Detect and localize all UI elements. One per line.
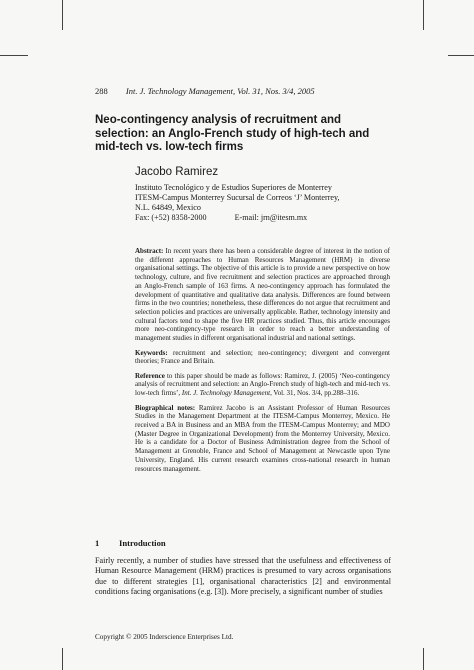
crop-mark-top-left-h	[0, 55, 28, 56]
fax-number: Fax: (+52) 8358-2000	[135, 213, 207, 223]
running-header	[95, 86, 315, 96]
crop-mark-top-right-h	[448, 55, 474, 56]
affiliation-line-1: Instituto Tecnológico y de Estudios Superiores de Monterrey	[135, 183, 332, 192]
keywords-text: recruitment and selection; neo-contingency; divergent and convergent theories; France and Britain.	[135, 348, 391, 366]
intro-paragraph: Fairly recently, a number of studies have stressed that the usefulness and effectiveness of Human Resource Management (HRM) practices is presumed to vary across organisations due to different strategies [1], organisational characteristics [2] and environmental conditions facing organisations (e.g. [3]). More precisely, a significant number of studies	[95, 556, 391, 596]
journal-citation: Int. J. Technology Management, Vol. 31, Nos. 3/4, 2005	[125, 86, 315, 96]
affiliation-line-2: ITESM-Campus Monterrey Sucursal de Correos ‘J’ Monterrey,	[135, 193, 340, 203]
reference-volume: , Vol. 31, Nos. 3/4, pp.288–316.	[270, 389, 360, 398]
author-affiliation	[135, 183, 390, 223]
reference-journal: Int. J. Technology Management	[181, 389, 271, 398]
section-title: Introduction	[119, 538, 166, 548]
section-heading	[95, 538, 166, 548]
keywords-block	[135, 349, 390, 366]
crop-mark-bottom-right-v	[423, 648, 424, 670]
article-title: Neo-contingency analysis of recruitment and selection: an Anglo-French study of high-tech and mid-tech vs. low-tech firms	[95, 114, 370, 153]
front-matter-blocks	[135, 247, 390, 479]
email-address: E-mail: jrn@itesm.mx	[234, 213, 308, 223]
section-number: 1	[95, 538, 100, 548]
bio-text: Ramirez Jacobo is an Assistant Professor of Human Resources Studies in the Management Department at the ITESM-Campus Monterrey, Mexico. He received a BA in Business and an MBA from the ITESM-Campus Monterrey; and MDO (Master Degree in Organizational Development) from the Monterrey University, Mexico. He is a candidate for a Doctor of Business Administration degree from the School of Management at Grenoble, France and School of Management at Newcastle upon Tyne University, England. His current research examines cross-national research in human resources management.	[135, 403, 391, 473]
copyright-notice: Copyright © 2005 Inderscience Enterprises Ltd.	[95, 633, 234, 641]
abstract-label: Abstract:	[135, 247, 164, 255]
crop-mark-top-left-v	[62, 0, 63, 30]
keywords-label: Keywords:	[135, 348, 168, 357]
abstract-text: In recent years there has been a considerable degree of interest in the notion of the different approaches to Human Resources Management (HRM) in diverse organisational settings. The objective of this article is to provide a new perspective on how technology, culture, and five recruitment and selection practices are approached through an Anglo-French sample of 163 firms. A neo-contingency approach has formulated the development of quantitative and qualitative data analysis. Differences are found between firms in the two countries; nonetheless, these differences do not argue that recruitment and selection policies and practices are universally applicable. Rather, technology intensity and cultural factors tend to shape the five HR practices studied. Thus, this article encourages more neo-contingency-type research in order to reach a better understanding of management studies in different organisational industrial and national settings.	[135, 247, 391, 343]
contact-line	[135, 213, 390, 223]
reference-text: to this paper should be made as follows: Ramirez, J. (2005) ‘Neo-contingency analysis of recruitment and selection: an Anglo-French study of high-tech and mid-tech vs. low-tech firms’,	[135, 371, 391, 398]
reference-label: Reference	[135, 371, 165, 380]
bio-label: Biographical notes:	[135, 403, 196, 412]
crop-mark-top-right-v	[423, 0, 424, 30]
page-number: 288	[95, 86, 108, 96]
bio-block	[135, 404, 390, 474]
crop-mark-bottom-left-v	[62, 648, 63, 670]
author-name: Jacobo Ramirez	[135, 166, 219, 178]
abstract-block	[135, 247, 390, 343]
reference-block	[135, 372, 390, 398]
affiliation-line-3: N.L. 64849, Mexico	[135, 203, 201, 213]
